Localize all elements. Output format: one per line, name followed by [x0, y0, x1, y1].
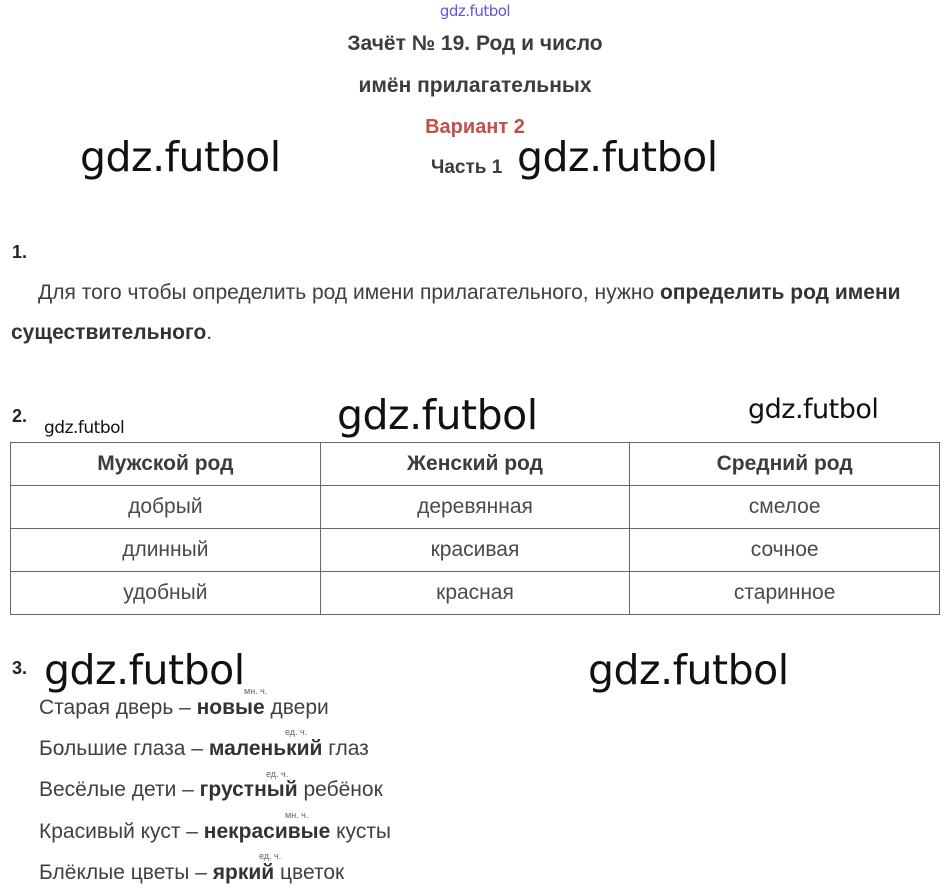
example-line-1	[39, 696, 329, 720]
table-header-row	[11, 443, 940, 486]
example-after: двери	[264, 696, 329, 719]
watermark-2: gdz.futbol	[517, 133, 718, 181]
table-cell: красивая	[320, 529, 630, 572]
number-note: ед. ч.	[266, 769, 289, 779]
example-after: ребёнок	[297, 778, 383, 801]
watermark-6: gdz.futbol	[44, 646, 245, 694]
number-note: ед. ч.	[285, 727, 308, 737]
task1-text	[11, 273, 946, 353]
number-note: ед. ч.	[259, 851, 282, 861]
table-row	[11, 529, 940, 572]
example-line-3	[39, 778, 383, 802]
example-after: цветок	[274, 861, 345, 884]
table-row	[11, 486, 940, 529]
task3-number: 3.	[12, 658, 28, 678]
example-before: Большие глаза –	[39, 737, 209, 760]
table-cell: длинный	[11, 529, 321, 572]
table-cell: удобный	[11, 572, 321, 615]
table-row	[11, 572, 940, 615]
task1-bold2: имени существительного	[11, 281, 901, 344]
example-line-5	[39, 861, 344, 885]
table-cell: сочное	[630, 529, 940, 572]
task1-bold1: определить род	[659, 281, 829, 304]
watermark-1: gdz.futbol	[80, 133, 281, 181]
col-masculine: Мужской род	[11, 443, 321, 486]
watermark-5: gdz.futbol	[748, 394, 879, 425]
col-neuter: Средний род	[630, 443, 940, 486]
example-before: Блёклые цветы –	[39, 861, 213, 884]
task1-text-end: .	[206, 321, 213, 344]
example-bold: некрасивые	[203, 820, 331, 843]
task1-number: 1.	[12, 242, 28, 262]
example-before: Красивый куст –	[39, 820, 204, 843]
col-feminine: Женский род	[320, 443, 630, 486]
table-cell: старинное	[630, 572, 940, 615]
number-note: мн. ч.	[244, 686, 268, 696]
example-bold: яркий	[212, 861, 275, 884]
watermark-4: gdz.futbol	[337, 391, 538, 439]
example-line-4	[39, 820, 391, 844]
example-bold: новые	[196, 696, 265, 719]
task2-number: 2.	[12, 406, 28, 426]
table-cell: красная	[320, 572, 630, 615]
example-after: кусты	[330, 820, 392, 843]
example-before: Весёлые дети –	[39, 778, 200, 801]
table-cell: смелое	[630, 486, 940, 529]
page-title-line2: имён прилагательных	[358, 74, 592, 97]
example-bold: маленький	[208, 737, 323, 760]
table-cell: добрый	[11, 486, 321, 529]
watermark-7: gdz.futbol	[588, 646, 789, 694]
part-label: Часть 1	[431, 157, 503, 178]
variant-label: Вариант 2	[425, 116, 525, 138]
number-note: мн. ч.	[285, 810, 309, 820]
task1-text-start: Для того чтобы определить род имени прилагательного, нужно	[38, 281, 660, 304]
example-line-2	[39, 737, 369, 761]
example-after: глаз	[322, 737, 369, 760]
example-before: Старая дверь –	[39, 696, 197, 719]
gender-table	[10, 442, 940, 615]
example-bold: грустный	[199, 778, 298, 801]
watermark-top: gdz.futbol	[439, 2, 511, 20]
page-title-line1: Зачёт № 19. Род и число	[347, 32, 603, 55]
watermark-3: gdz.futbol	[44, 418, 125, 438]
table-cell: деревянная	[320, 486, 630, 529]
